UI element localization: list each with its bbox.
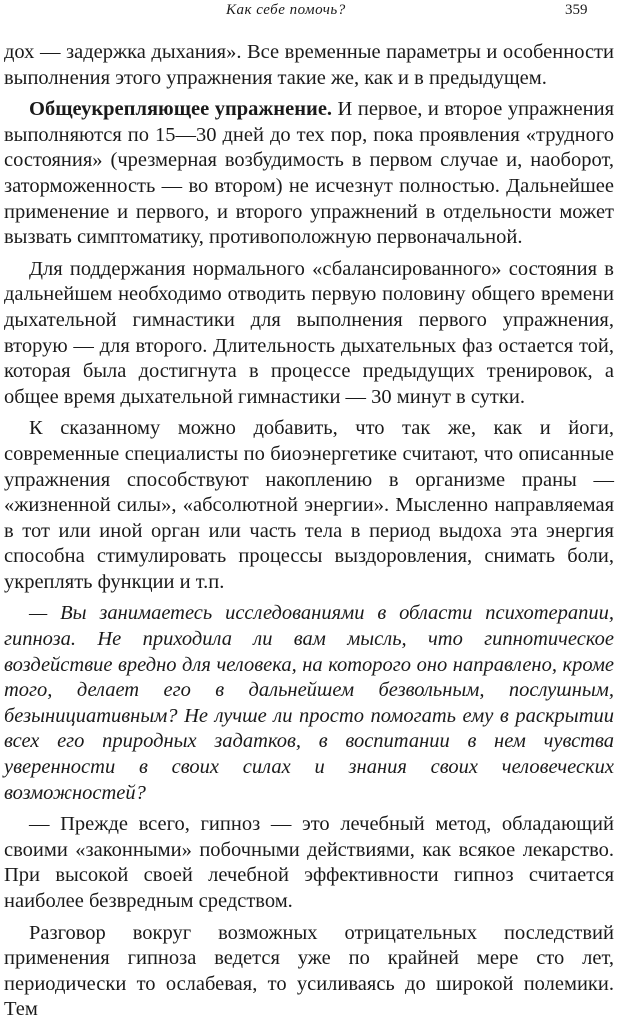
page-number: 359: [565, 2, 588, 18]
paragraph-text: Для поддержания нормального «сбалансированного» состояния в дальнейшем необходимо отводить первую половину общего времени дыхательной гимнастики для выполнения первого упражнения, вторую — для второго. Длительность дыхательных фаз остается той, которая была достигнута в процессе предыдущих тренировок, а общее время дыхательной гимнастики — 30 минут в сутки.: [4, 257, 614, 408]
interview-question: [4, 601, 614, 806]
interview-answer: [4, 812, 614, 914]
paragraph-text: К сказанному можно добавить, что так же, как и йоги, современные специалисты по биоэнергетике считают, что описанные упражнения способствуют накоплению в организме праны — «жизненной силы», «абсолютной энергии». Мысленно направляемая в тот или иной орган или часть тела в период выдоха эта энергия способна стимулировать процессы выздоровления, снимать боли, укреплять функции и т.п.: [4, 417, 614, 593]
body-text: [4, 40, 614, 1023]
paragraph-bioenergetics: [4, 416, 614, 595]
paragraph-exercise: [4, 97, 614, 251]
paragraph-continued: [4, 40, 614, 91]
running-title: Как себе помочь?: [226, 2, 346, 18]
answer-text: — Прежде всего, гипноз — это лечебный метод, обладающий своими «законными» побочными действиями, как всякое лекарство. При высокой своей лечебной эффективности гипноз считается наиболее безвредным средством.: [4, 813, 614, 912]
paragraph-text: И первое, и второе упражнения выполняются по 15—30 дней до тех пор, пока проявления «трудного состояния» (чрезмерная возбудимость в первом случае и, наоборот, заторможенность — во втором) не исчезнут полностью. Дальнейшее применение и первого, и второго упражнений в отдельности может вызвать симптоматику, противоположную первоначальной.: [4, 98, 614, 249]
question-text: — Вы занимаетесь исследованиями в области психотерапии, гипноза. Не приходила ли вам мысль, что гипнотическое воздействие вредно для человека, на которого оно направлено, кроме того, делает его в дальнейшем безвольным, послушным, безынициативным? Не лучше ли просто помогать ему в раскрытии всех его природных задатков, в воспитании в нем чувства уверенности в своих силах и знания своих человеческих возможностей?: [4, 602, 614, 804]
paragraph-text: Разговор вокруг возможных отрицательных последствий применения гипноза ведется уже по крайней мере сто лет, периодически то ослабевая, то усиливаясь до широкой полемики. Тем: [4, 921, 614, 1021]
run-in-heading: Общеукрепляющее упражнение.: [29, 98, 333, 121]
paragraph-balance: [4, 257, 614, 411]
running-head: [0, 2, 620, 26]
paragraph-hypnosis-debate: [4, 921, 614, 1023]
paragraph-text: дох — задержка дыхания». Все временные параметры и особенности выполнения этого упражнения такие же, как и в предыдущем.: [4, 41, 614, 89]
